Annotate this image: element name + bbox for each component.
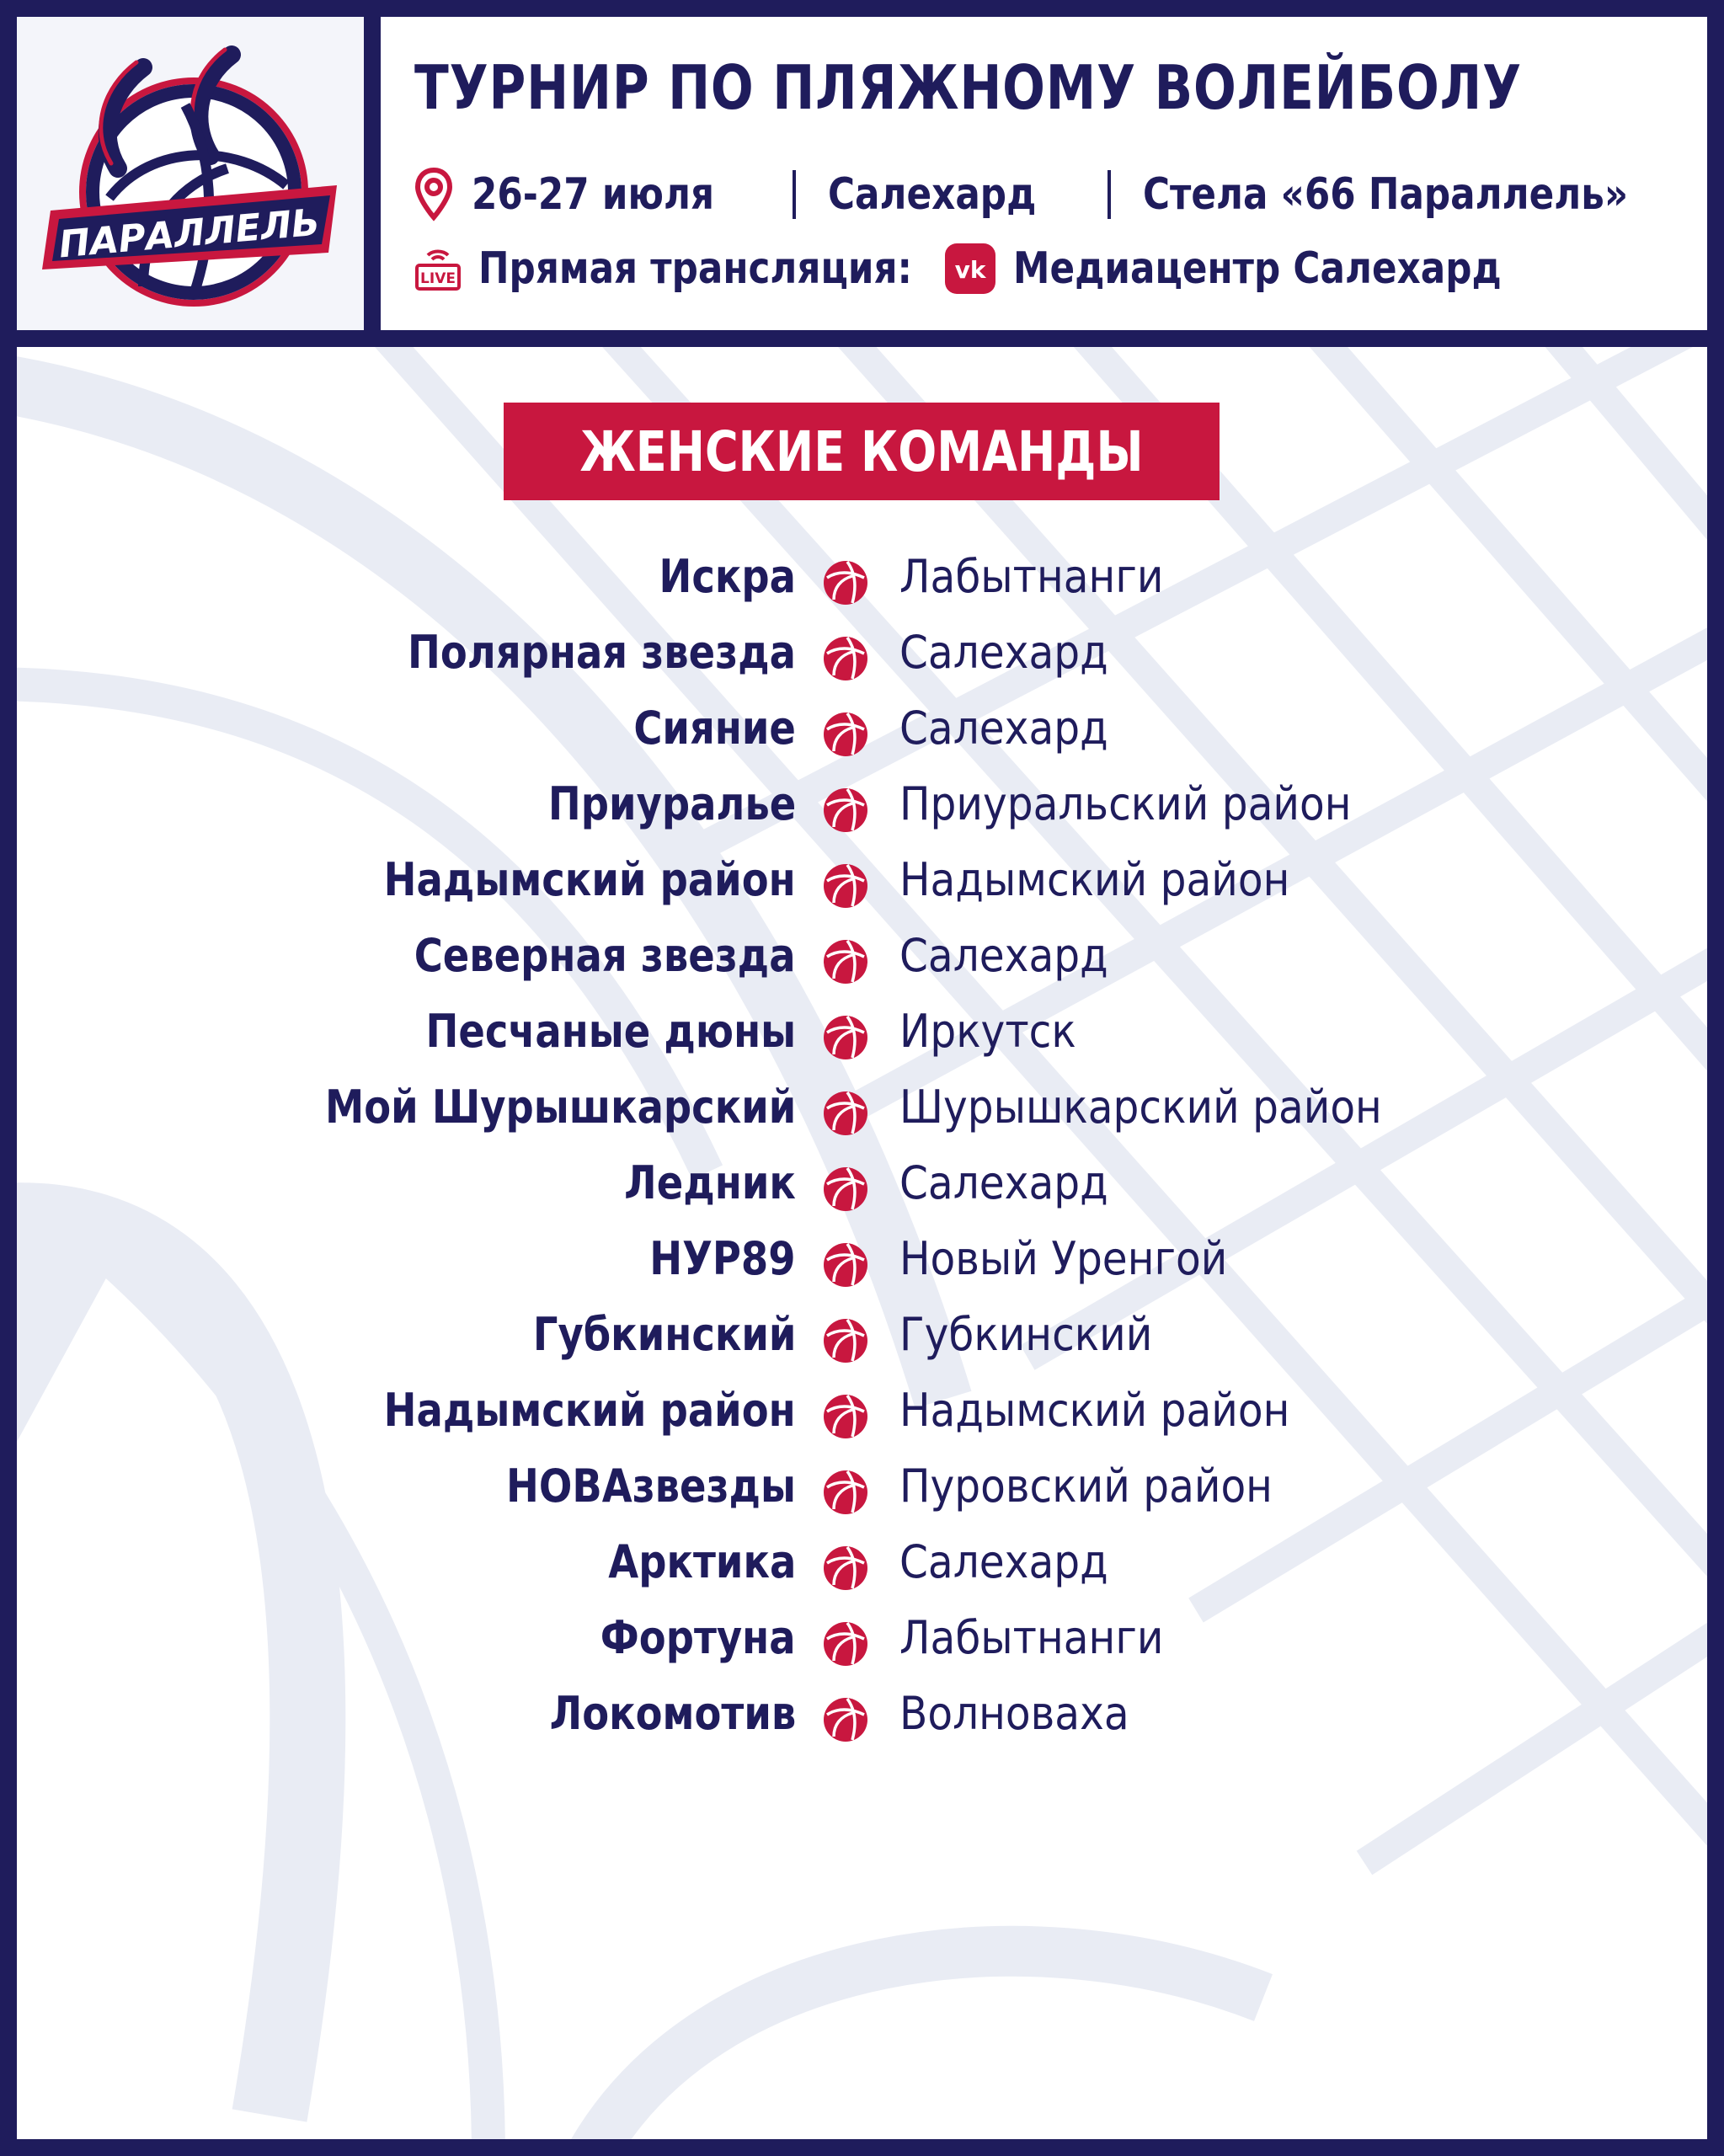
team-row — [17, 1530, 1707, 1606]
team-row — [17, 1379, 1707, 1454]
team-city: Иркутск — [899, 1005, 1076, 1058]
vk-icon[interactable] — [944, 243, 996, 295]
parallel-66-logo-icon — [17, 17, 364, 330]
team-name: НОВАзвезды — [505, 1460, 796, 1513]
logo-text: ПАРАЛЛЕЛЬ — [56, 200, 322, 267]
team-city: Надымский район — [899, 1384, 1290, 1437]
team-city: Волноваха — [899, 1687, 1129, 1740]
svg-text:vk: vk — [954, 256, 986, 284]
section-title: ЖЕНСКИЕ КОМАНДЫ — [579, 419, 1144, 484]
team-row — [17, 696, 1707, 772]
team-city: Приуральский район — [899, 777, 1352, 830]
volleyball-icon — [822, 1696, 869, 1743]
team-name: Искра — [659, 550, 796, 603]
team-name: Ледник — [624, 1156, 796, 1209]
team-row — [17, 1075, 1707, 1151]
event-info-row — [414, 167, 1721, 222]
broadcast-label: Прямая трансляция: — [478, 243, 912, 294]
team-name: Северная звезда — [414, 929, 796, 982]
team-city: Новый Уренгой — [899, 1232, 1228, 1285]
team-row — [17, 1606, 1707, 1682]
volleyball-icon — [822, 1090, 869, 1137]
volleyball-icon — [822, 938, 869, 985]
team-list — [17, 545, 1707, 1758]
team-row — [17, 924, 1707, 1000]
team-city: Лабытнанги — [899, 1611, 1164, 1664]
volleyball-icon — [822, 1014, 869, 1061]
team-city: Салехард — [899, 702, 1108, 755]
team-row — [17, 1682, 1707, 1758]
team-row — [17, 1227, 1707, 1303]
volleyball-icon — [822, 1317, 869, 1364]
location-pin-icon — [414, 167, 453, 222]
team-name: Арктика — [607, 1535, 796, 1588]
tournament-title: ТУРНИР ПО ПЛЯЖНОМУ ВОЛЕЙБОЛУ — [414, 52, 1523, 123]
volleyball-icon — [822, 1241, 869, 1289]
team-name: Губкинский — [532, 1308, 796, 1361]
team-row — [17, 545, 1707, 621]
divider — [793, 170, 796, 219]
divider — [1108, 170, 1111, 219]
team-city: Лабытнанги — [899, 550, 1164, 603]
volleyball-icon — [822, 1393, 869, 1440]
team-row — [17, 772, 1707, 848]
team-row — [17, 1303, 1707, 1379]
volleyball-icon — [822, 862, 869, 910]
live-icon — [414, 245, 462, 292]
team-city: Салехард — [899, 1156, 1108, 1209]
team-row — [17, 1151, 1707, 1227]
team-row — [17, 621, 1707, 696]
team-name: Надымский район — [383, 1384, 796, 1437]
volleyball-icon — [822, 1166, 869, 1213]
team-city: Пуровский район — [899, 1460, 1273, 1513]
team-city: Надымский район — [899, 853, 1290, 906]
broadcast-channel-link[interactable]: Медиацентр Салехард — [1013, 243, 1502, 294]
team-name: Приуралье — [547, 777, 796, 830]
event-city: Салехард — [827, 169, 1037, 220]
header-panel — [381, 17, 1707, 330]
volleyball-icon — [822, 1469, 869, 1516]
team-city: Салехард — [899, 626, 1108, 679]
team-name: Полярная звезда — [408, 626, 796, 679]
team-name: Фортуна — [600, 1611, 796, 1664]
team-city: Салехард — [899, 929, 1108, 982]
team-name: Сияние — [633, 702, 796, 755]
team-name: Надымский район — [383, 853, 796, 906]
team-row — [17, 1000, 1707, 1075]
team-row — [17, 848, 1707, 924]
team-name: НУР89 — [649, 1232, 796, 1285]
broadcast-row — [414, 243, 1594, 295]
team-name: Локомотив — [549, 1687, 796, 1740]
volleyball-icon — [822, 559, 869, 606]
teams-panel — [17, 347, 1707, 2139]
team-city: Шурышкарский район — [899, 1081, 1382, 1134]
logo-panel — [17, 17, 364, 330]
team-city: Салехард — [899, 1535, 1108, 1588]
volleyball-icon — [822, 1545, 869, 1592]
section-banner — [504, 403, 1220, 500]
event-venue: Стела «66 Параллель» — [1143, 169, 1629, 220]
team-row — [17, 1454, 1707, 1530]
event-date: 26-27 июля — [472, 169, 715, 220]
volleyball-icon — [822, 787, 869, 834]
volleyball-icon — [822, 711, 869, 758]
volleyball-icon — [822, 1620, 869, 1668]
team-name: Песчаные дюны — [425, 1005, 796, 1058]
team-name: Мой Шурышкарский — [324, 1081, 796, 1134]
svg-text:LIVE: LIVE — [420, 270, 456, 287]
volleyball-icon — [822, 635, 869, 682]
team-city: Губкинский — [899, 1308, 1153, 1361]
